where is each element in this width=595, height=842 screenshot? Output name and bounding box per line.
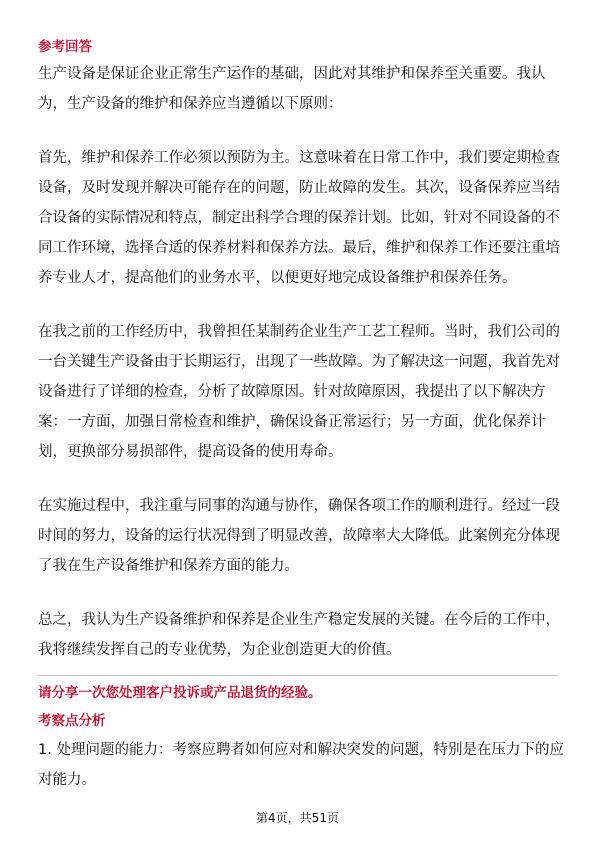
reference-answer-heading: 参考回答	[38, 39, 92, 55]
paragraph-3-line-1: 在我之前的工作经历中，我曾担任某制药企业生产工艺工程师。当时，我们公司的	[38, 324, 560, 340]
paragraph-2-line-3: 合设备的实际情况和特点，制定出科学合理的保养计划。比如，针对不同设备的不	[38, 210, 560, 226]
question-title: 请分享一次您处理客户投诉或产品退货的经验。	[38, 685, 322, 701]
paragraph-4-line-3: 了我在生产设备维护和保养方面的能力。	[38, 558, 299, 574]
paragraph-3-line-2: 一台关键生产设备由于长期运行，出现了一些故障。为了解决这一问题，我首先对	[38, 354, 560, 370]
page-number: 第4页，共51页	[256, 811, 339, 825]
paragraph-3-line-5: 划，更换部分易损部件，提高设备的使用寿命。	[38, 444, 343, 460]
paragraph-5-line-1: 总之，我认为生产设备维护和保养是企业生产稳定发展的关键。在今后的工作中，	[38, 612, 560, 628]
paragraph-1-line-1: 生产设备是保证企业正常生产运作的基础，因此对其维护和保养至关重要。我认	[38, 66, 546, 82]
paragraph-1-line-2: 为，生产设备的维护和保养应当遵循以下原则：	[38, 96, 343, 112]
paragraph-3-line-3: 设备进行了详细的检查，分析了故障原因。针对故障原因，我提出了以下解决方	[38, 384, 546, 400]
paragraph-4-line-1: 在实施过程中，我注重与同事的沟通与协作，确保各项工作的顺利进行。经过一段	[38, 498, 560, 514]
paragraph-2-line-1: 首先，维护和保养工作必须以预防为主。这意味着在日常工作中，我们要定期检查	[38, 150, 560, 166]
paragraph-2-line-5: 养专业人才，提高他们的业务水平，以便更好地完成设备维护和保养任务。	[38, 270, 517, 286]
paragraph-2-line-2: 设备，及时发现并解决可能存在的问题，防止故障的发生。其次，设备保养应当结	[38, 180, 560, 196]
section-divider	[38, 675, 558, 676]
paragraph-3-line-4: 案：一方面，加强日常检查和维护，确保设备正常运行；另一方面，优化保养计	[38, 414, 546, 430]
analysis-line-1: 1. 处理问题的能力：考察应聘者如何应对和解决突发的问题，特别是在压力下的应	[38, 742, 564, 758]
analysis-heading: 考察点分析	[38, 713, 106, 729]
paragraph-2-line-4: 同工作环境，选择合适的保养材料和保养方法。最后，维护和保养工作还要注重培	[38, 240, 560, 256]
paragraph-5-line-2: 我将继续发挥自己的专业优势，为企业创造更大的价值。	[38, 642, 401, 658]
analysis-line-2: 对能力。	[38, 772, 96, 788]
paragraph-4-line-2: 时间的努力，设备的运行状况得到了明显改善，故障率大大降低。此案例充分体现	[38, 528, 560, 544]
